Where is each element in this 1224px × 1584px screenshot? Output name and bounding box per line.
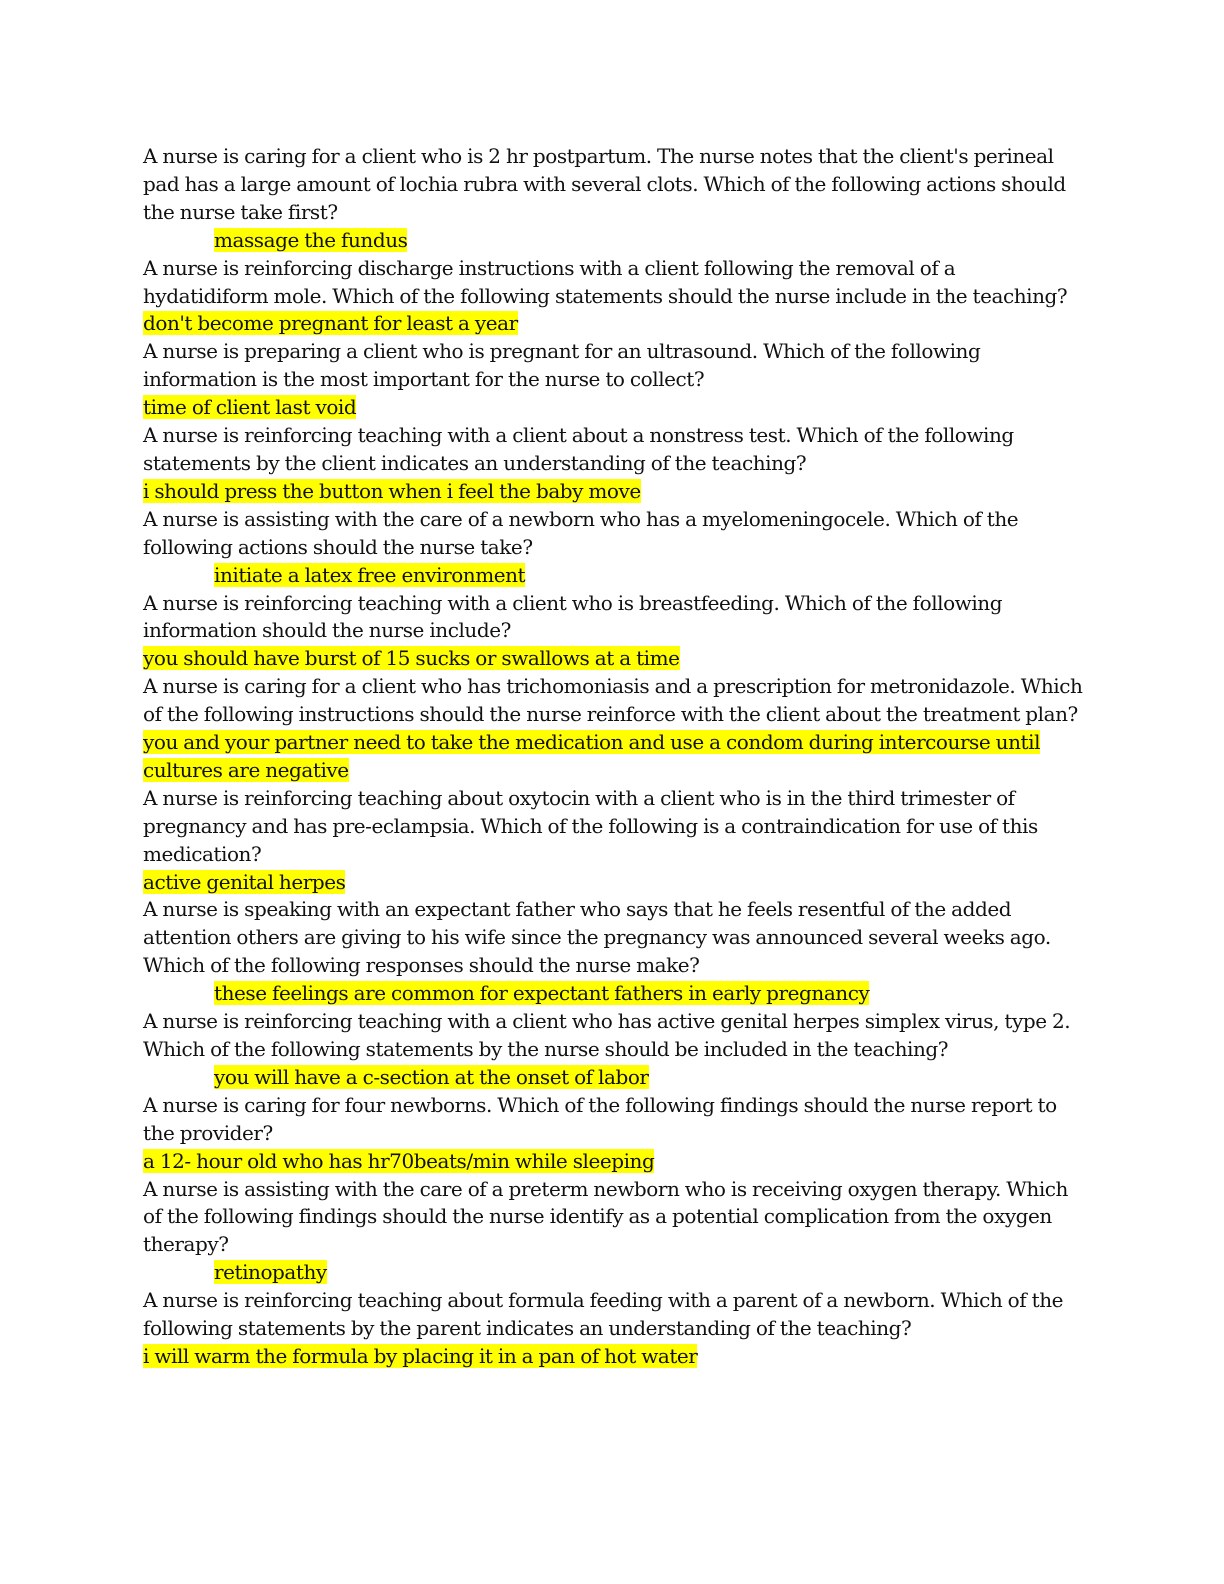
answer-line	[143, 394, 1083, 422]
question-text: A nurse is assisting with the care of a preterm newborn who is receiving oxygen therapy. Which of the following findings should the nurse identify as a potential complication from the oxygen therapy?	[143, 1176, 1068, 1257]
highlighted-answer: you and your partner need to take the medication and use a condom during intercourse until cultures are negative	[143, 730, 1041, 782]
answer-line	[143, 227, 1083, 255]
qa-item-5	[143, 506, 1083, 590]
qa-item-10	[143, 1008, 1083, 1092]
question-text: A nurse is speaking with an expectant father who says that he feels resentful of the added attention others are giving to his wife since the pregnancy was announced several weeks ago. Which of the following responses should the nurse make?	[143, 897, 1051, 978]
highlighted-answer: a 12- hour old who has hr70beats/min while sleeping	[143, 1148, 655, 1173]
answer-line	[143, 310, 1083, 338]
qa-item-3	[143, 338, 1083, 422]
highlighted-answer: don't become pregnant for least a year	[143, 311, 518, 336]
question-text: A nurse is caring for four newborns. Which of the following findings should the nurse report to the provider?	[143, 1092, 1057, 1145]
answer-line	[143, 1343, 1083, 1371]
question-text: A nurse is assisting with the care of a newborn who has a myelomeningocele. Which of the following actions should the nurse take?	[143, 506, 1019, 559]
answer-line	[143, 1259, 1083, 1287]
answer-line	[143, 869, 1083, 897]
highlighted-answer: massage the fundus	[214, 227, 408, 252]
document-body	[143, 143, 1083, 1371]
answer-line	[143, 1148, 1083, 1176]
answer-line	[143, 980, 1083, 1008]
question-text: A nurse is reinforcing teaching about oxytocin with a client who is in the third trimester of pregnancy and has pre-eclampsia. Which of the following is a contraindication for use of this medication?	[143, 785, 1038, 866]
question-text: A nurse is reinforcing teaching about formula feeding with a parent of a newborn. Which of the following statements by the parent indicates an understanding of the teaching?	[143, 1288, 1064, 1341]
question-text: A nurse is reinforcing discharge instructions with a client following the removal of a hydatidiform mole. Which of the following statements should the nurse include in the teaching?	[143, 255, 1068, 308]
highlighted-answer: initiate a latex free environment	[214, 562, 526, 587]
highlighted-answer: these feelings are common for expectant fathers in early pregnancy	[214, 981, 870, 1006]
qa-item-6	[143, 590, 1083, 674]
highlighted-answer: time of client last void	[143, 395, 357, 420]
question-text: A nurse is reinforcing teaching with a client about a nonstress test. Which of the following statements by the client indicates an understanding of the teaching?	[143, 423, 1014, 475]
highlighted-answer: i will warm the formula by placing it in a pan of hot water	[143, 1343, 698, 1368]
question-text: A nurse is preparing a client who is pregnant for an ultrasound. Which of the following information is the most important for the nurse to collect?	[143, 339, 981, 392]
highlighted-answer: active genital herpes	[143, 869, 346, 894]
question-text: A nurse is reinforcing teaching with a client who is breastfeeding. Which of the following information should the nurse include?	[143, 590, 1003, 643]
highlighted-answer: retinopathy	[214, 1260, 327, 1285]
answer-line	[143, 562, 1083, 590]
qa-item-12	[143, 1176, 1083, 1288]
qa-item-11	[143, 1092, 1083, 1176]
qa-item-1	[143, 143, 1083, 255]
qa-item-4	[143, 422, 1083, 506]
answer-line	[143, 1064, 1083, 1092]
answer-line	[143, 729, 1083, 785]
qa-item-13	[143, 1287, 1083, 1371]
qa-item-2	[143, 255, 1083, 339]
question-text: A nurse is reinforcing teaching with a client who has active genital herpes simplex virus, type 2. Which of the following statements by the nurse should be included in the teaching?	[143, 1009, 1071, 1061]
qa-item-7	[143, 673, 1083, 785]
highlighted-answer: you should have burst of 15 sucks or swallows at a time	[143, 646, 680, 671]
highlighted-answer: i should press the button when i feel the baby move	[143, 478, 641, 503]
answer-line	[143, 478, 1083, 506]
question-text: A nurse is caring for a client who has trichomoniasis and a prescription for metronidazole. Which of the following instructions should the nurse reinforce with the client about the treatment plan?	[143, 674, 1083, 727]
highlighted-answer: you will have a c-section at the onset of labor	[214, 1064, 649, 1089]
qa-item-9	[143, 896, 1083, 1008]
question-text: A nurse is caring for a client who is 2 hr postpartum. The nurse notes that the client's perineal pad has a large amount of lochia rubra with several clots. Which of the following actions should the nurse take first?	[143, 144, 1066, 224]
answer-line	[143, 645, 1083, 673]
qa-item-8	[143, 785, 1083, 897]
